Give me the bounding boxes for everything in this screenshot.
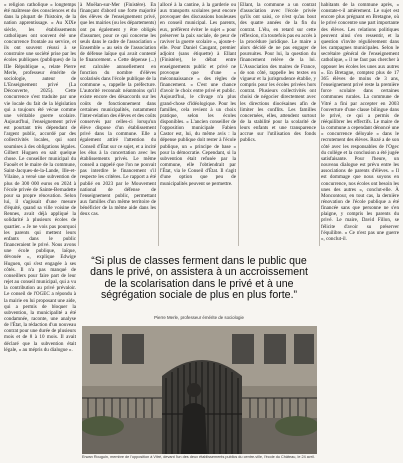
- column-4-text: Ellant, la commune a un contrat d'association avec l'école privée qu'ils ont saisi, ce n'est qu'au bout des quatre années de la fin du contrat. L'élu, en retard sur cette réflexion, n'a toutefois pas eu accès à la procédure juridique. Le maire a alors décidé de ne pas engager de poursuites. Pour lui, la question du financement relève de la loi. L'Association des maires de France, de son côté, rappelle les textes en vigueur et la jurisprudence établie, y compris pour les écoles privées hors contrat. Plusieurs collectivités ont choisi de négocier directement avec les directions diocésaines afin de limiter les conflits. Les familles concernées, elles, attendent surtout de la stabilité pour la scolarité de leurs enfants et une transparence accrue sur l'utilisation des fonds publics.: [240, 2, 316, 144]
- column-5-text: habitants de la commune après, « constate-t-il amèrement. Le sujet est encore plus prégnant en Bretagne, où le privé concentre une part importante des élèves. Les relations politiques peuvent ainsi s'en ressentir, et la question s'invite régulièrement dans les campagnes municipales. Selon le secrétaire général de l'enseignement catholique, « il ne faut pas chercher à opposer les écoles les unes aux autres ». En Bretagne, comptez plus de 17 365 élèves de moins de 3 ans, l'enseignement privé reste la première force scolaire dans certaines communes rurales. La commune de Vitré a fini par accepter en 2003 l'ouverture d'une classe bilingue dans le privé, ce qui a permis de rééquilibrer les effectifs. Le maire de la commune a cependant dénoncé une « concurrence déloyale » dans le recrutement des élèves. Rozé a de son côté avec les responsables de l'Ogec du collège et la conclusion a été jugée satisfaisante. Pour l'heure, un nouveau dialogue est prévu entre les associations de parents d'élèves. « Il est dommage que nous soyons en concurrence, nos écoles ont besoin les unes des autres », conclut-elle. À Moncontour, en tout cas, la dernière rénovation de l'école publique a été financée sans que personne ne s'en plaigne, y compris les parents du privé. Le maire, David Fillon, se félicite d'avoir su préserver l'équilibre. « Ce n'est pas une guerre », conclut-il.: [321, 2, 399, 242]
- article-photo: [82, 326, 317, 454]
- photo-illustration: [82, 326, 317, 454]
- article-column-2: [80, 2, 156, 246]
- column-divider: [319, 2, 320, 246]
- pull-quote-credit: Pierre Merle, professeur émérite de sociologie: [154, 315, 244, 320]
- article-column-5: [321, 2, 399, 461]
- article-column-1: [4, 2, 76, 461]
- article-column-4: [240, 2, 316, 246]
- column-divider: [158, 2, 159, 246]
- column-divider: [238, 2, 239, 246]
- column-2-text: à Moëlan-sur-Mer (Finistère). En finançant d'abord une forte majorité des élèves de l'enseignement privé, que les mairies (ou les départements) ont pu également y être obligés d'assumer, pour ce qui concerne les seuls dans le cadre de l'association « Ensemble » au sein de l'association de défense laïque qui avait contesté le financement. « Cette dépense (...) est calculée annuellement en fonction du nombre d'élèves scolarisés dans l'école publique de la commune », rappelle la préfecture. L'autorité reconnaît néanmoins qu'il existe encore des désaccords sur les coûts de fonctionnement dans certaines municipalités, notamment l'inter-relation des élèves et des coûts conservés par celles-ci lorsqu'un élève dispose d'un établissement privé dans la commune. Elle a également attiré l'attention du Conseil d'État sur ce sujet, et a incité les élus à la concertation avec les établissements privés. Le même conseil a rappelé que l'on ne pouvait pas interdire le financement s'il respecte les critères. Le rapport a été publié en 2023 par le Mouvement national de défense de l'enseignement public, permettant aux familles d'un même territoire de bénéficier de la même aide dans les deux cas.: [80, 2, 156, 218]
- pull-quote: “Si plus de classes ferment dans le public que dans le privé, on assistera à un accroissement de la scolarisation dans le privé et à une ségrégation sociale de plus en plus forte.”: [90, 255, 308, 302]
- column-1-text: » religion catholique « longtemps été maîtresse des consciences et du dans la plupart de l'histoire, de la nation apprentissage. « Au XIXe siècle, les établissements catholiques ont souvent été une concurrence frontale au service, et ils ont souvent réussi à se construire une société prise par les écoles publiques (publiques) de la IIIe République », relate Pierre Merle, professeur émérite de sociologie, auteur de L'Enseignement privé (La Découverte, 2025). Cette concurrence s'est traduite par une vie locale du fait de la législation qui a toujours été vécue comme une véritable guerre scolaire. Aujourd'hui, l'enseignement privé est pourtant très dépendant de l'argent public, accordé par des collectivités locales, qui sont soumises à des obligations légales. Gilbert Huguen en sait quelque chose. Le conseiller municipal du Faouët et le maire de la commune, Saint-Jacques-de-la-Lande, Ille-et-Vilaine, a versé une subvention de plus de 300 000 euros en 2024 à l'école privée de Sainte-Bernadette pour sa propre rénovation. Selon lui, il s'agissait d'une mesure d'équité, quand sa ville voisine de Rennes, avait déjà appliqué la solidarité à plusieurs écoles de quartier. « Je ne vois pas pourquoi les parents qui mettent leurs enfants dans le public financeraient le privé. Nous avons une école publique, laïque, dévouée », explique Edwige Huguen, qui s'est engagée à ses côtés. Il n'a pas manqué de conseillers pour faire part de leur rejet au conseil municipal, qui a vu la contribution au privé prévaloir. Le conseil de l'OGEC a répondu à la mairie en lui proposant une aide, qui a permis de bloquer la subvention, la municipalité a été condamnée, raconte, une analyse de l'État, la rédaction d'un nouveau contrat pour une durée de plusieurs mois et de 8 à 10 mois. Il avait déclaré que la subvention était légale, « au mépris du dialogue ».: [4, 2, 76, 353]
- column-divider: [78, 2, 79, 246]
- photo-caption: Erwan Rouguin, membre de l'opposition à Vitré, devant l'un des deux établissements publics du centre-ville, l'école du Château, le 24 avril.: [82, 455, 315, 459]
- article-column-3: [160, 2, 236, 246]
- column-3-text: allocé à la cantine, à la garderie ou aux transports scolaires peut encore provoquer des discussions houleuses en conseil municipal. Les parents, eux, préfèrent éviter le sujet « pour préserver la paix sociale, de peur de raviver la guerre scolaire », ajoute-t-elle. Pour Daniel Caugant, premier adjoint (sans étiquette) à Ellant (Finistère), le débat entre enseignements public et privé ne provoque que d'une « méconnaissance » des règles de financement. « C'est une chance d'avoir le choix entre privé et public. Aujourd'hui, le clivage n'a plus grand-chose d'idéologique. Pour les familles, cela revient à un choix pratique, selon les écoles disponibles. » L'ancien conseiller de l'opposition municipale Fabien Castor est, lui, du même avis : la dépense publique doit rester à l'école publique, un « principe de base » pour la démocratie. Cependant, si la subvention était refusée par la commune, elle l'obtiendrait par l'État, via le Conseil d'État. Il s'agit d'une option que peu de municipalités peuvent se permettre.: [160, 2, 236, 187]
